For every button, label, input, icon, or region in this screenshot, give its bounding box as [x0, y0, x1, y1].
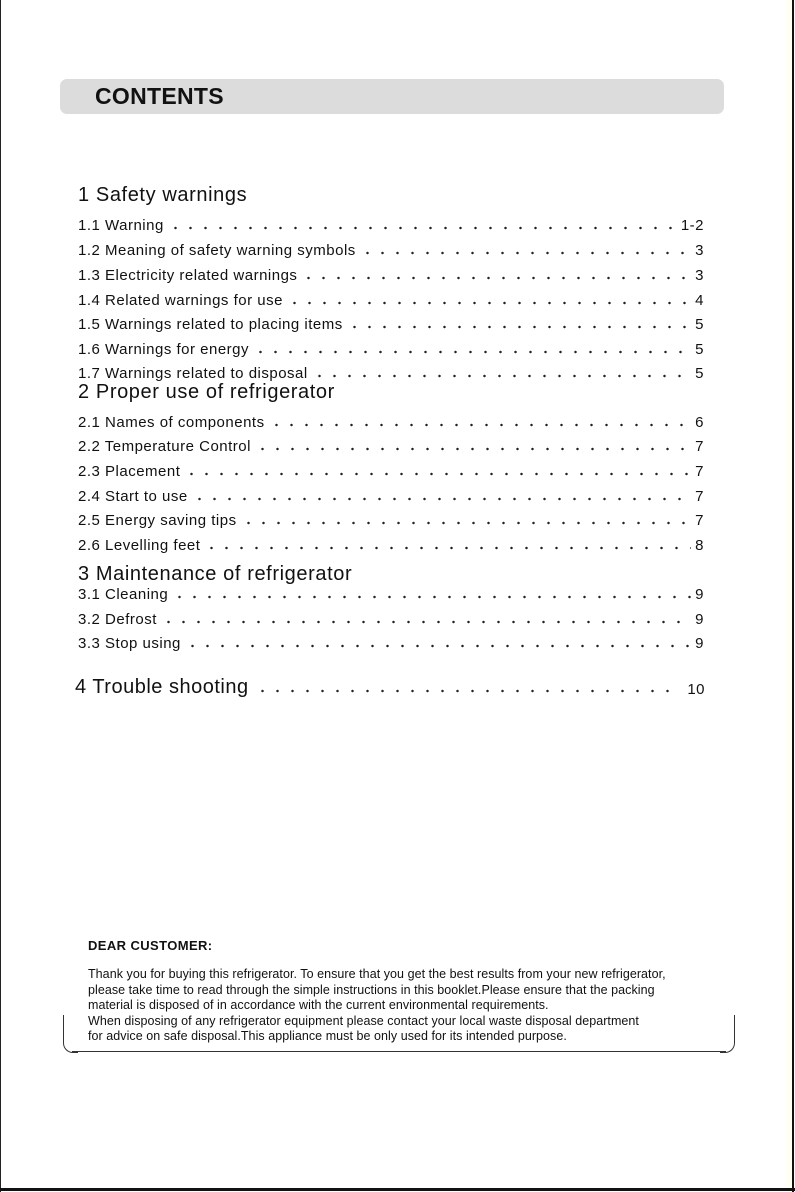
dot-leader [184, 463, 691, 477]
toc-item[interactable] [78, 313, 704, 333]
toc-item-page: 5 [695, 316, 704, 333]
customer-note-line: please take time to read through the simple instructions in this booklet.Please ensure that the packing [88, 982, 655, 997]
page-border-left [0, 0, 1, 1192]
note-bracket-left [63, 1015, 78, 1053]
toc-item-label: 4 Trouble shooting [75, 676, 249, 698]
toc-item[interactable] [78, 289, 704, 309]
dot-leader [347, 316, 691, 330]
toc-item-page: 9 [695, 611, 704, 628]
toc-item[interactable] [78, 264, 704, 284]
toc-item-page: 1-2 [680, 217, 704, 234]
toc-item-page: 3 [695, 267, 704, 284]
toc-item-label: 2.4 Start to use [78, 488, 188, 505]
toc-item[interactable] [78, 485, 704, 505]
toc-item-page: 9 [695, 635, 704, 652]
customer-note-line: Thank you for buying this refrigerator. To ensure that you get the best results from your new refrigerator, [88, 967, 666, 981]
note-bracket-bottom [72, 1051, 726, 1052]
toc-item-page: 9 [695, 586, 704, 603]
toc-item-label: 2.3 Placement [78, 463, 181, 480]
toc-item-label: 3.2 Defrost [78, 611, 157, 628]
toc-item[interactable] [78, 608, 704, 628]
toc-item[interactable] [78, 583, 704, 603]
dot-leader [253, 341, 691, 355]
toc-item[interactable] [78, 509, 704, 529]
customer-note-line: material is disposed of in accordance with the current environmental requirements. [88, 998, 549, 1012]
toc-item-label: 1.7 Warnings related to disposal [78, 365, 308, 382]
toc-item-label: 3.1 Cleaning [78, 586, 169, 603]
toc-item-page: 7 [695, 488, 704, 505]
customer-note-line: for advice on safe disposal.This appliance must be only used for its intended purpose. [88, 1029, 567, 1043]
toc-item-label: 2.5 Energy saving tips [78, 512, 237, 529]
toc-item-label: 2.1 Names of components [78, 414, 265, 431]
toc-item[interactable] [78, 362, 704, 382]
dot-leader [287, 292, 691, 306]
section-heading-2: 2 Proper use of refrigerator [78, 381, 335, 403]
section-heading-1: 1 Safety warnings [78, 184, 248, 206]
customer-note-body [88, 967, 738, 1045]
toc-item-page: 6 [695, 414, 704, 431]
contents-header-band [60, 79, 724, 114]
toc-item-page: 7 [695, 512, 704, 529]
toc-item-label: 2.2 Temperature Control [78, 438, 251, 455]
toc-item-label: 1.4 Related warnings for use [78, 292, 283, 309]
toc-item-page: 5 [695, 365, 704, 382]
toc-item[interactable] [78, 460, 704, 480]
toc-item[interactable] [78, 534, 704, 554]
toc-item-label: 1.3 Electricity related warnings [78, 267, 298, 284]
customer-note-title: DEAR CUSTOMER: [88, 938, 213, 953]
page-border-bottom [0, 1188, 795, 1191]
dot-leader [269, 414, 692, 428]
toc-item[interactable] [78, 338, 704, 358]
dot-leader [185, 635, 691, 649]
toc-item-page: 7 [695, 463, 704, 480]
toc-item-page: 8 [695, 537, 704, 554]
dot-leader [172, 586, 691, 600]
dot-leader [204, 537, 691, 551]
toc-item-label: 3.3 Stop using [78, 635, 181, 652]
toc-item-page: 10 [687, 681, 705, 698]
toc-item-page: 3 [695, 242, 704, 259]
note-bracket-right [720, 1015, 735, 1053]
toc-item[interactable] [78, 632, 704, 652]
dot-leader [255, 438, 691, 452]
page-border-right [792, 0, 794, 1192]
dot-leader [255, 680, 678, 694]
toc-item[interactable] [78, 214, 704, 234]
toc-item[interactable] [78, 239, 704, 259]
dot-leader [301, 267, 691, 281]
page-title: CONTENTS [95, 83, 224, 109]
toc-item-page: 5 [695, 341, 704, 358]
section-heading-3: 3 Maintenance of refrigerator [78, 563, 353, 585]
dot-leader [312, 365, 691, 379]
dot-leader [360, 242, 691, 256]
toc-item-label: 2.6 Levelling feet [78, 537, 201, 554]
toc-item-label: 1.5 Warnings related to placing items [78, 316, 343, 333]
toc-item[interactable] [78, 435, 704, 455]
customer-note-line: When disposing of any refrigerator equipment please contact your local waste disposal department [88, 1013, 639, 1028]
toc-item-label: 1.2 Meaning of safety warning symbols [78, 242, 356, 259]
toc-item-label: 1.1 Warning [78, 217, 164, 234]
toc-item-page: 4 [695, 292, 704, 309]
dot-leader [241, 512, 692, 526]
toc-item-page: 7 [695, 438, 704, 455]
toc-item[interactable] [78, 411, 704, 431]
dot-leader [192, 488, 691, 502]
toc-item-trouble-shooting[interactable] [75, 675, 705, 699]
toc-item-label: 1.6 Warnings for energy [78, 341, 250, 358]
dot-leader [161, 611, 691, 625]
dot-leader [168, 217, 677, 231]
